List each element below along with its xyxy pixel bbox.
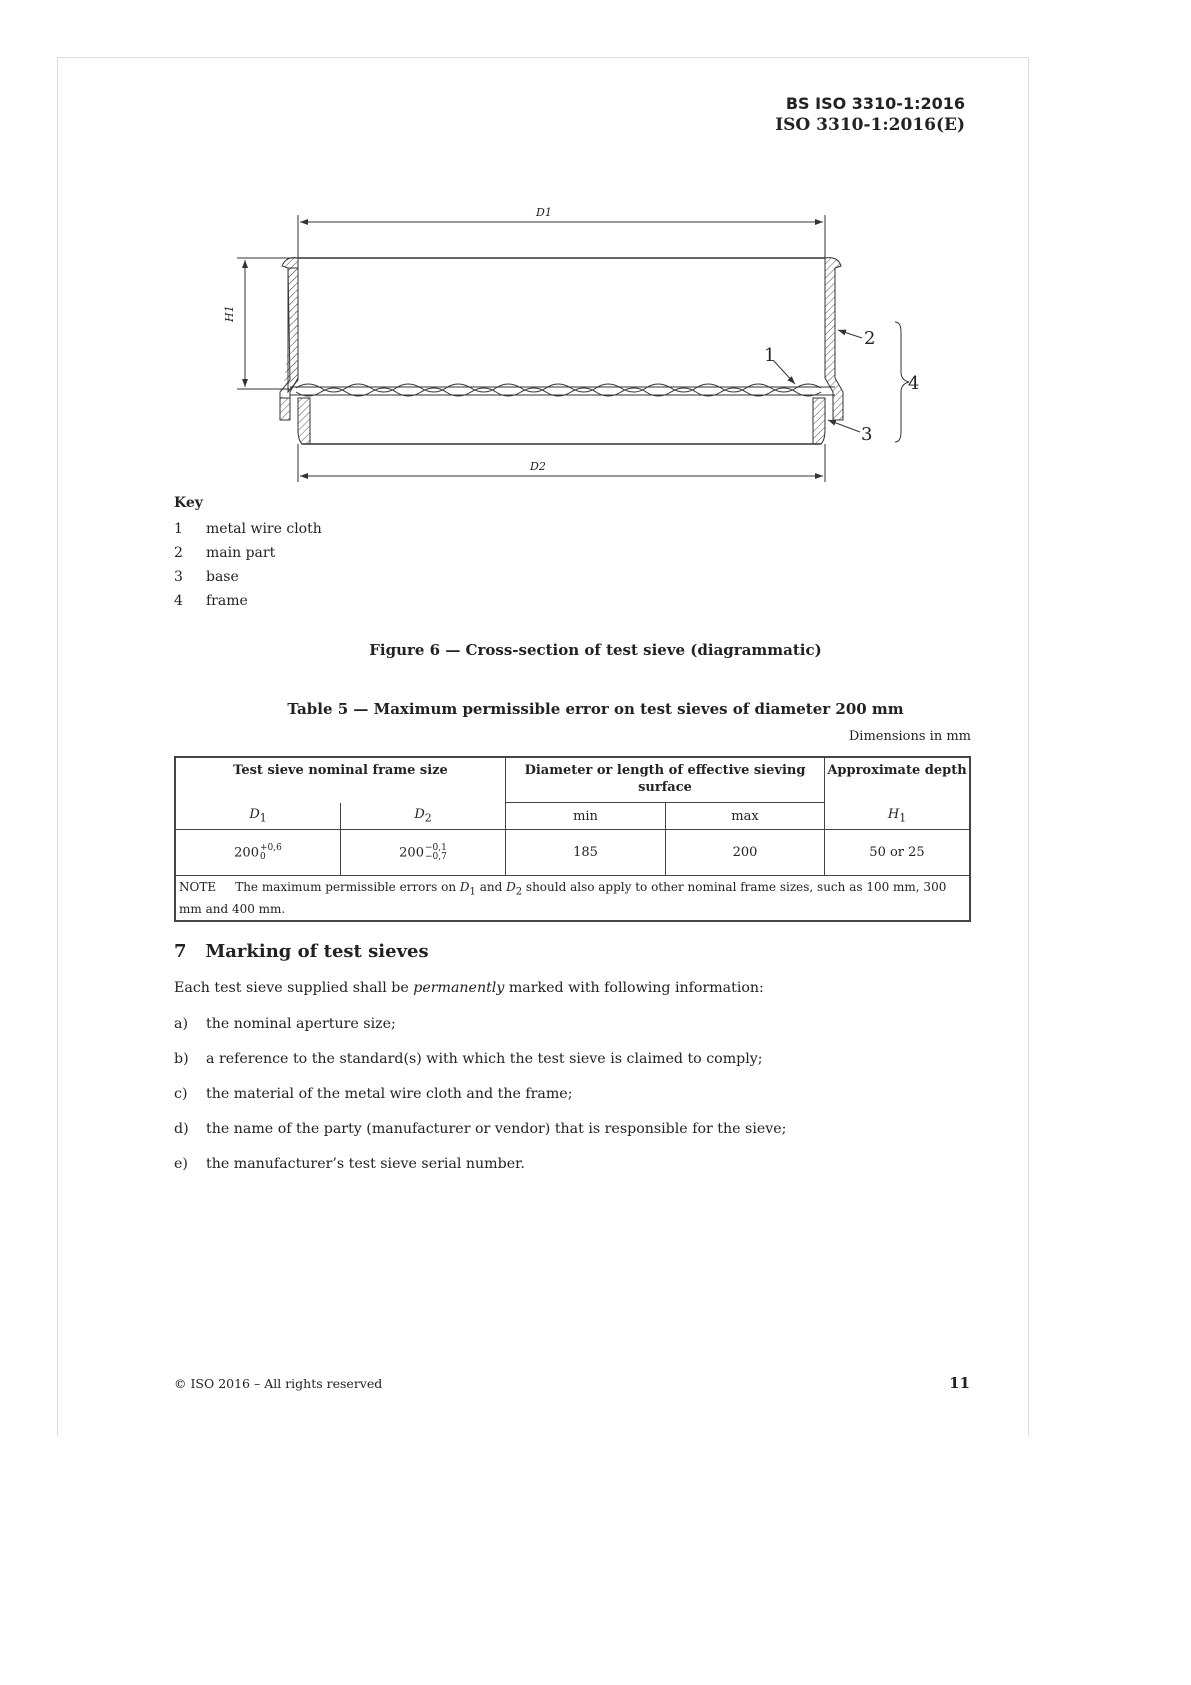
d2-label: D2: [530, 460, 546, 473]
header-depth: Approximate depth: [825, 757, 971, 803]
cell-depth: 50 or 25: [825, 830, 971, 876]
key-title: Key: [174, 495, 203, 511]
metal-wire-cloth: [296, 384, 821, 392]
h1-label: H1: [223, 305, 236, 322]
cell-d2-value: 200−0,1 −0,7: [341, 830, 506, 876]
error-table: [174, 756, 971, 922]
cell-d1-value: 200+0,6 0: [175, 830, 341, 876]
header-max: max: [666, 803, 825, 830]
list-item: the manufacturer’s test sieve serial number.: [206, 1156, 525, 1172]
key-number: 4: [174, 593, 183, 609]
key-number: 3: [174, 569, 183, 585]
list-item: the material of the metal wire cloth and the frame;: [206, 1086, 573, 1102]
callout-2-leader: [838, 330, 862, 338]
list-item-label: d): [174, 1121, 189, 1137]
cell-min: 185: [506, 830, 666, 876]
header-h1: $H_1$: [825, 803, 971, 830]
list-item: the nominal aperture size;: [206, 1016, 396, 1032]
header-sieving-surface: Diameter or length of effective sieving surface: [506, 757, 825, 803]
figure-caption: Figure 6 — Cross-section of test sieve (diagrammatic): [369, 641, 822, 659]
list-item: a reference to the standard(s) with which the test sieve is claimed to comply;: [206, 1051, 763, 1067]
table-units: Dimensions in mm: [848, 729, 971, 744]
key-text: main part: [206, 545, 276, 561]
list-item-label: c): [174, 1086, 188, 1102]
section-heading: 7 Marking of test sieves: [174, 941, 429, 962]
sieve-cross-section-figure: [0, 0, 1191, 520]
header-frame-size: Test sieve nominal frame size: [175, 757, 506, 803]
list-item-label: a): [174, 1016, 188, 1032]
table-title: Table 5 — Maximum permissible error on test sieves of diameter 200 mm: [287, 700, 904, 718]
header-d2: $D_2$: [341, 803, 506, 830]
callout-1-leader: [773, 360, 795, 384]
section-intro: Each test sieve supplied shall be permanently marked with following information:: [174, 980, 764, 996]
header-iso-standard: ISO 3310-1:2016(E): [775, 115, 965, 135]
key-number: 2: [174, 545, 183, 561]
base-left: [298, 398, 310, 444]
callout-1: 1: [764, 345, 776, 366]
callout-3: 3: [861, 424, 873, 445]
key-text: frame: [206, 593, 248, 609]
page-number: 11: [949, 1374, 970, 1392]
d1-label: D1: [536, 206, 552, 219]
list-item-label: b): [174, 1051, 189, 1067]
main-part-right-wall: [825, 258, 843, 420]
callout-4: 4: [908, 373, 920, 394]
header-bs-standard: BS ISO 3310-1:2016: [785, 94, 965, 113]
header-d1: $D_1$: [175, 803, 341, 830]
table-note: NOTE The maximum permissible errors on $D_1$ and $D_2$ should also apply to other nominal frame sizes, such as 100 mm, 300 mm and 400 mm.: [175, 876, 970, 922]
key-text: base: [206, 569, 239, 585]
callout-3-leader: [828, 420, 860, 432]
footer-copyright: © ISO 2016 – All rights reserved: [174, 1376, 383, 1391]
key-text: metal wire cloth: [206, 521, 322, 537]
list-item-label: e): [174, 1156, 188, 1172]
list-item: the name of the party (manufacturer or vendor) that is responsible for the sieve;: [206, 1121, 787, 1137]
key-number: 1: [174, 521, 183, 537]
frame-brace: [895, 322, 909, 442]
callout-2: 2: [864, 328, 876, 349]
header-min: min: [506, 803, 666, 830]
base-right: [813, 398, 825, 444]
cell-max: 200: [666, 830, 825, 876]
